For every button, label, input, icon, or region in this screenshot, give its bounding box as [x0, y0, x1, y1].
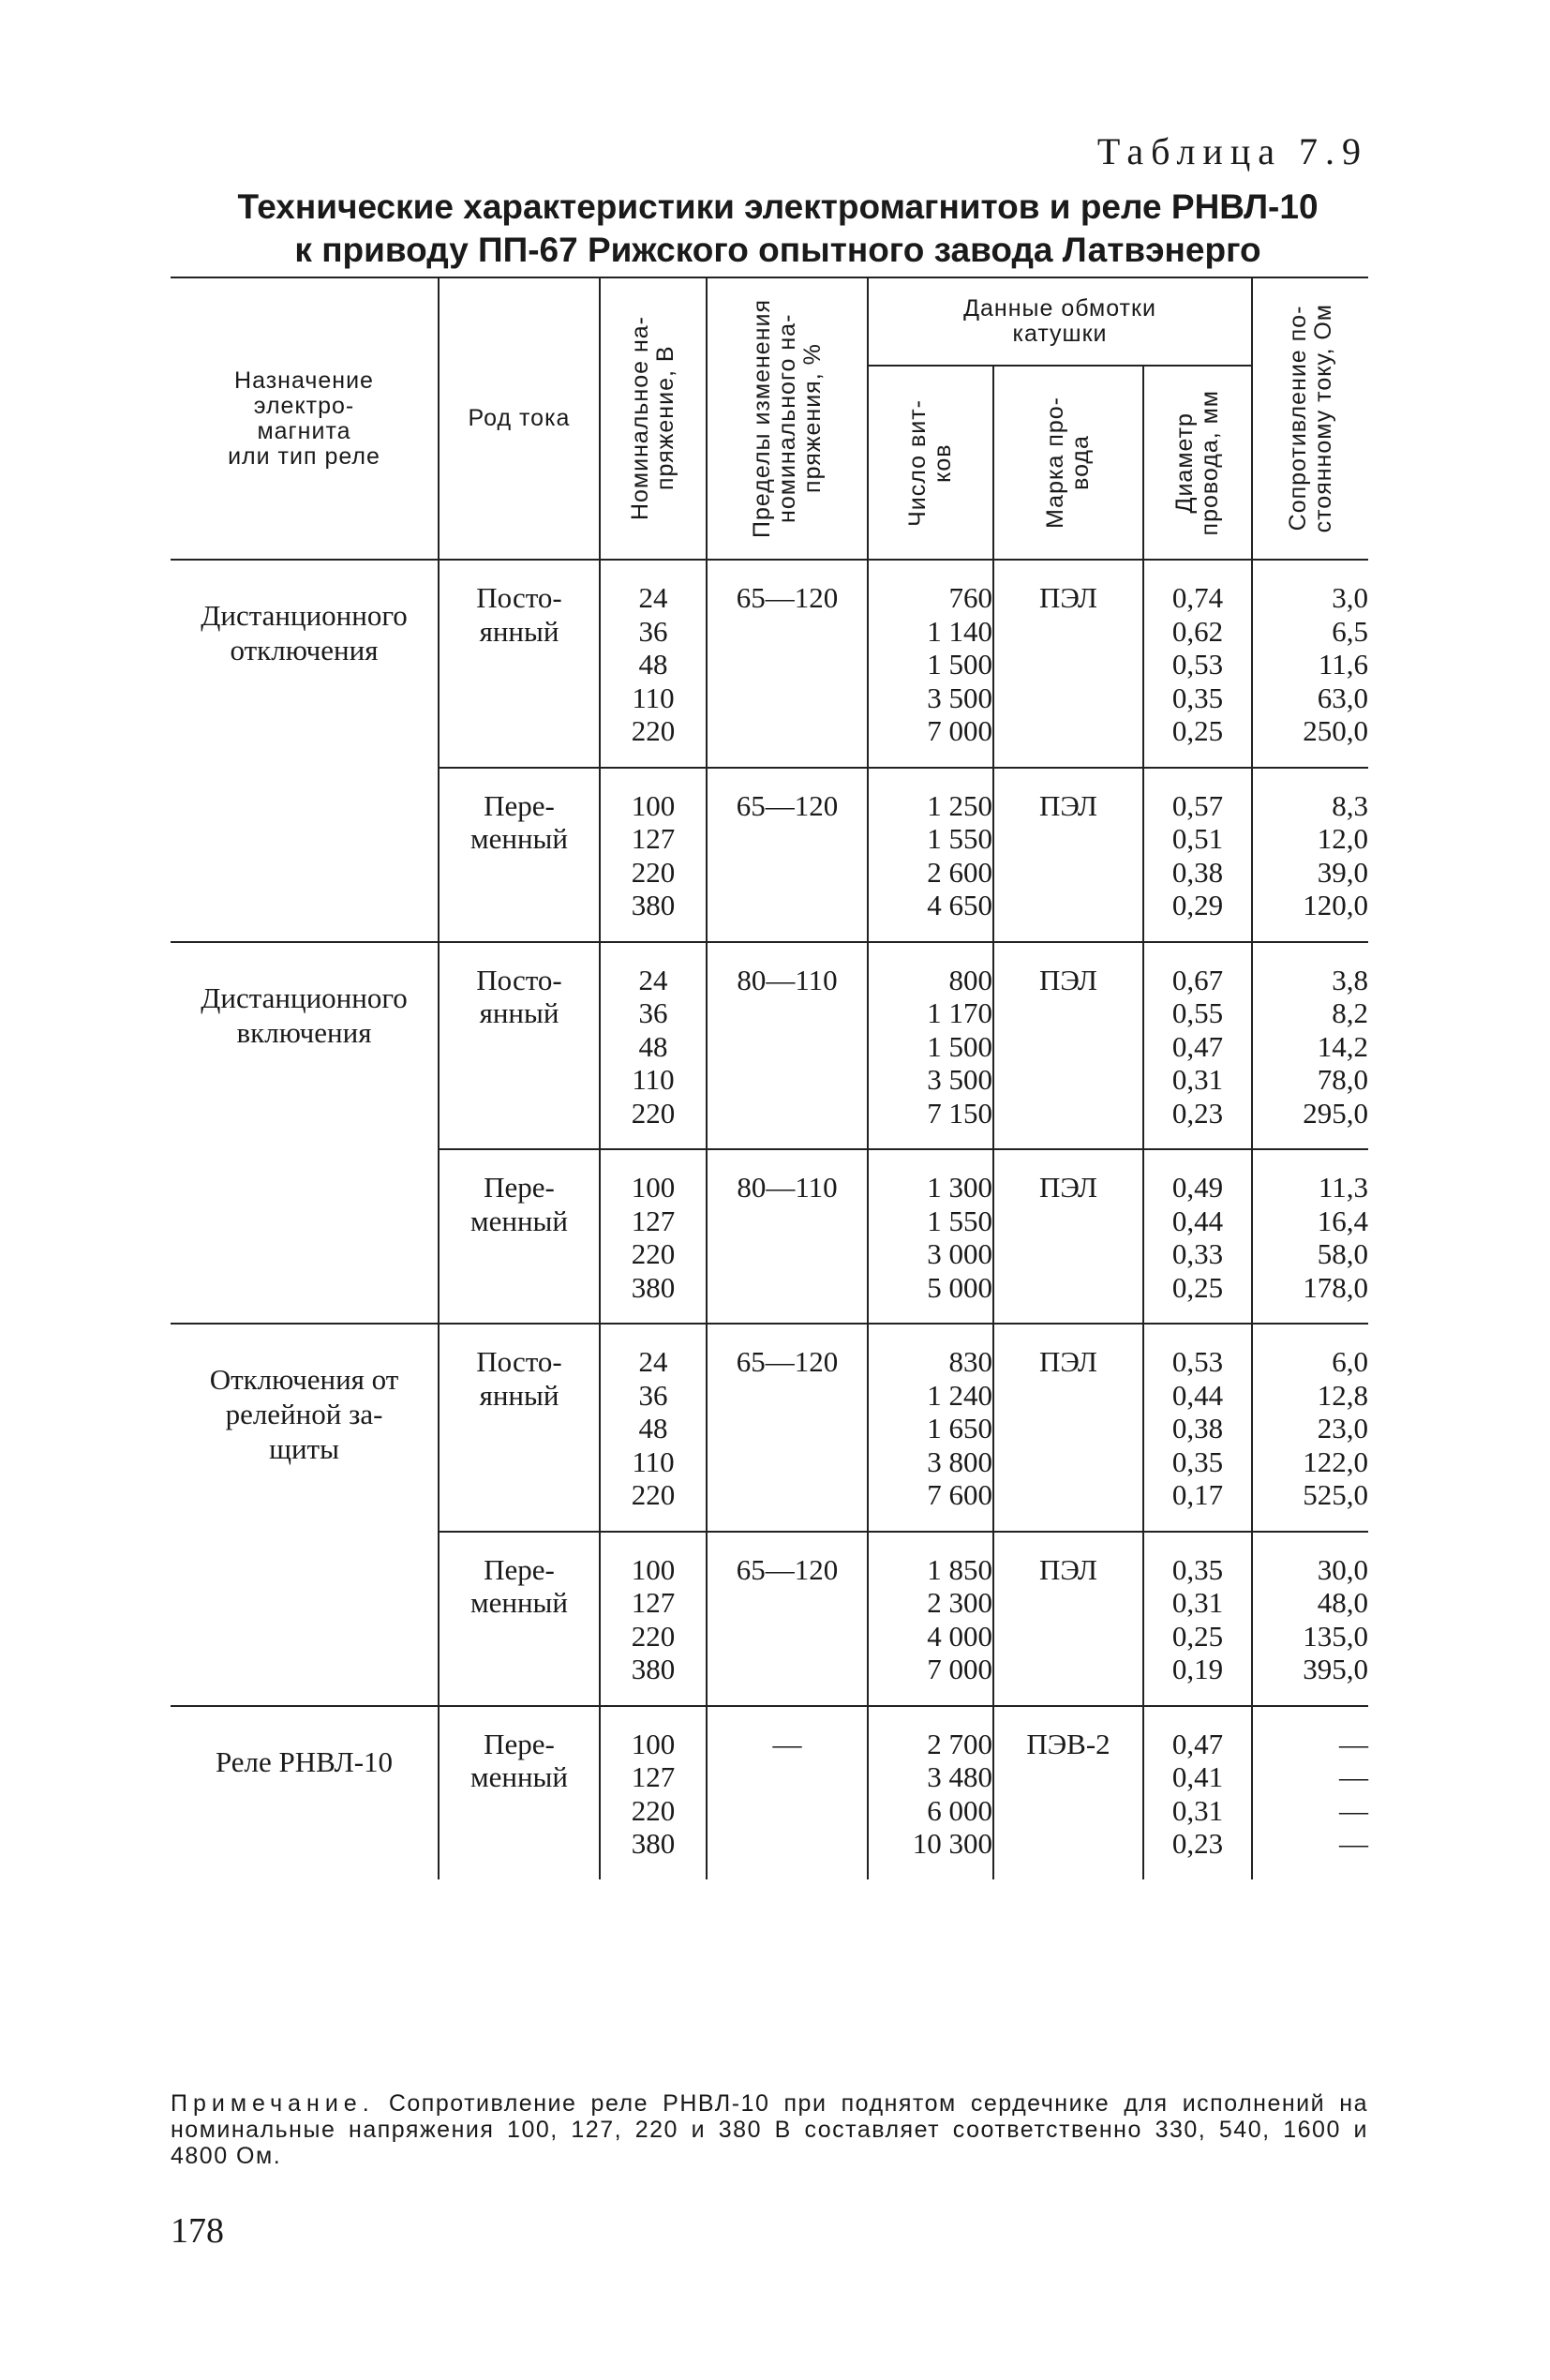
cell-resistance-value: 3,8	[1332, 963, 1368, 996]
cell-current-type: Пере- менный	[439, 1532, 600, 1706]
cell-resistance-value: —	[1339, 1727, 1368, 1760]
cell-resistance-value: 6,5	[1332, 614, 1368, 648]
page-number: 178	[171, 2211, 224, 2251]
title-line-1: Технические характеристики электромагнитов и реле РНВЛ-10	[237, 187, 1319, 226]
cell-turns	[868, 560, 993, 768]
cell-voltage-value: 48	[638, 1412, 668, 1444]
cell-diameter-value: 0,44	[1171, 1378, 1224, 1412]
cell-voltage-value: 110	[632, 1444, 675, 1478]
cell-turns	[868, 1532, 993, 1706]
cell-voltage-value: 48	[638, 648, 668, 681]
note-text: Сопротивление реле РНВЛ-10 при поднятом сердечнике для исполнений на номинальные напряжения 100, 127, 220 и 380 В составляет соответственно 330, 540, 1600 и 4800 Ом.	[171, 2090, 1368, 2169]
cell-resistance-value: 78,0	[1317, 1063, 1368, 1096]
cell-voltage-value: 24	[638, 963, 668, 996]
cell-wire-brand: ПЭЛ	[993, 768, 1143, 942]
cell-resistance-value: 11,3	[1318, 1171, 1368, 1204]
cell-diameter-value: 0,41	[1171, 1760, 1224, 1793]
cell-resistance	[1252, 1149, 1368, 1324]
table-row	[171, 1324, 1368, 1532]
cell-voltage-value: 100	[631, 1552, 676, 1586]
cell-diameter-value: 0,35	[1171, 681, 1224, 714]
cell-resistance-value: 30,0	[1317, 1552, 1368, 1586]
cell-purpose: Отключения от релейной за- щиты	[171, 1324, 439, 1706]
cell-turns-value: 1 300	[927, 1171, 992, 1204]
cell-turns-value: 760	[948, 581, 992, 614]
cell-diameter-value: 0,47	[1171, 1727, 1224, 1760]
header-coil-data: Данные обмотки катушки	[868, 277, 1252, 366]
cell-diameter-value: 0,23	[1171, 1827, 1224, 1860]
cell-diameter-value: 0,19	[1171, 1653, 1224, 1685]
cell-voltage-value: 100	[631, 788, 676, 822]
cell-resistance-value: 12,8	[1317, 1378, 1368, 1412]
cell-resistance-value: 6,0	[1332, 1345, 1368, 1378]
cell-voltage-value: 36	[638, 1378, 668, 1412]
cell-resistance-value: —	[1339, 1760, 1368, 1793]
cell-diameter-value: 0,53	[1171, 1345, 1224, 1378]
cell-diameter-value: 0,17	[1171, 1478, 1224, 1511]
cell-voltage	[600, 942, 707, 1150]
cell-resistance	[1252, 1324, 1368, 1532]
cell-resistance-value: 11,6	[1318, 648, 1368, 681]
cell-diameter-value: 0,74	[1171, 581, 1224, 614]
cell-diameter-value: 0,49	[1171, 1171, 1224, 1204]
cell-wire-brand: ПЭВ-2	[993, 1706, 1143, 1879]
table-title	[206, 186, 1349, 272]
note-label: Примечание.	[171, 2090, 375, 2117]
cell-diameter-value: 0,25	[1171, 714, 1224, 747]
cell-voltage-value: 380	[631, 889, 676, 921]
cell-turns	[868, 942, 993, 1150]
cell-turns-value: 2 300	[927, 1586, 992, 1619]
cell-diameter-value: 0,44	[1171, 1204, 1224, 1237]
cell-voltage	[600, 1532, 707, 1706]
cell-voltage	[600, 560, 707, 768]
table-row	[171, 942, 1368, 1150]
cell-diameter-value: 0,25	[1171, 1619, 1224, 1653]
cell-wire-brand: ПЭЛ	[993, 1532, 1143, 1706]
cell-resistance-value: 58,0	[1317, 1237, 1368, 1270]
cell-voltage-value: 110	[632, 681, 675, 714]
cell-resistance	[1252, 768, 1368, 942]
cell-resistance-value: 39,0	[1317, 855, 1368, 889]
cell-limits: 65—120	[707, 768, 868, 942]
cell-resistance-value: 63,0	[1317, 681, 1368, 714]
cell-turns-value: 830	[948, 1345, 992, 1378]
cell-resistance-value: 8,2	[1332, 996, 1368, 1029]
cell-diameter	[1143, 1532, 1252, 1706]
cell-turns-value: 1 250	[927, 788, 992, 822]
cell-diameter-value: 0,35	[1171, 1552, 1224, 1586]
cell-turns-value: 800	[948, 963, 992, 996]
cell-wire-brand: ПЭЛ	[993, 560, 1143, 768]
cell-turns-value: 7 000	[927, 714, 992, 747]
cell-turns-value: 1 850	[927, 1552, 992, 1586]
table-row	[171, 560, 1368, 768]
cell-wire-brand: ПЭЛ	[993, 1149, 1143, 1324]
header-wire-brand: Марка про- вода	[993, 366, 1143, 560]
cell-turns-value: 2 600	[927, 855, 992, 889]
cell-voltage-value: 127	[631, 1760, 676, 1793]
header-voltage-limits: Пределы изменения номинального на- пряжения, %	[707, 277, 868, 560]
table-number: Таблица 7.9	[1096, 130, 1368, 172]
cell-resistance-value: 14,2	[1317, 1029, 1368, 1063]
cell-turns	[868, 1324, 993, 1532]
cell-current-type: Посто- янный	[439, 942, 600, 1150]
cell-diameter-value: 0,29	[1171, 889, 1224, 921]
cell-diameter-value: 0,31	[1171, 1063, 1224, 1096]
table-body	[171, 560, 1368, 1879]
cell-resistance-value: 8,3	[1332, 788, 1368, 822]
cell-purpose: Дистанционного отключения	[171, 560, 439, 942]
cell-diameter-value: 0,47	[1171, 1029, 1224, 1063]
cell-diameter-value: 0,38	[1171, 1412, 1224, 1444]
cell-resistance-value: —	[1339, 1793, 1368, 1827]
cell-current-type: Посто- янный	[439, 560, 600, 768]
cell-turns-value: 1 140	[927, 614, 992, 648]
characteristics-table	[171, 277, 1368, 1879]
header-resistance: Сопротивление по- стоянному току, Ом	[1252, 277, 1368, 560]
cell-diameter	[1143, 1706, 1252, 1879]
cell-turns-value: 7 600	[927, 1478, 992, 1511]
title-line-2: к приводу ПП-67 Рижского опытного завода Латвэнерго	[294, 231, 1261, 269]
cell-turns-value: 2 700	[927, 1727, 992, 1760]
cell-voltage-value: 220	[631, 1478, 676, 1511]
cell-resistance-value: 23,0	[1317, 1412, 1368, 1444]
cell-turns-value: 1 240	[927, 1378, 992, 1412]
cell-voltage-value: 36	[638, 614, 668, 648]
cell-voltage-value: 110	[632, 1063, 675, 1096]
cell-resistance-value: 16,4	[1317, 1204, 1368, 1237]
cell-voltage-value: 220	[631, 1096, 676, 1130]
cell-voltage-value: 24	[638, 1345, 668, 1378]
cell-voltage-value: 100	[631, 1727, 676, 1760]
cell-diameter	[1143, 560, 1252, 768]
cell-diameter-value: 0,33	[1171, 1237, 1224, 1270]
cell-limits: 65—120	[707, 560, 868, 768]
cell-current-type: Пере- менный	[439, 1706, 600, 1879]
cell-voltage-value: 220	[631, 855, 676, 889]
cell-resistance-value: 48,0	[1317, 1586, 1368, 1619]
cell-diameter-value: 0,51	[1171, 822, 1224, 855]
cell-turns-value: 3 480	[927, 1760, 992, 1793]
cell-turns-value: 10 300	[912, 1827, 992, 1860]
cell-diameter-value: 0,31	[1171, 1586, 1224, 1619]
cell-diameter-value: 0,53	[1171, 648, 1224, 681]
cell-turns-value: 1 170	[927, 996, 992, 1029]
cell-turns-value: 1 550	[927, 1204, 992, 1237]
cell-limits: 80—110	[707, 1149, 868, 1324]
cell-diameter	[1143, 1324, 1252, 1532]
cell-turns	[868, 1149, 993, 1324]
cell-current-type: Посто- янный	[439, 1324, 600, 1532]
cell-turns-value: 3 500	[927, 1063, 992, 1096]
cell-diameter	[1143, 1149, 1252, 1324]
cell-voltage-value: 220	[631, 1793, 676, 1827]
cell-resistance	[1252, 1532, 1368, 1706]
cell-resistance	[1252, 560, 1368, 768]
cell-voltage-value: 100	[631, 1171, 676, 1204]
cell-voltage-value: 220	[631, 714, 676, 747]
cell-voltage	[600, 1706, 707, 1879]
cell-voltage-value: 220	[631, 1619, 676, 1653]
footnote	[171, 2090, 1368, 2169]
cell-current-type: Пере- менный	[439, 768, 600, 942]
cell-diameter	[1143, 768, 1252, 942]
cell-turns-value: 6 000	[927, 1793, 992, 1827]
cell-voltage-value: 127	[631, 822, 676, 855]
cell-wire-brand: ПЭЛ	[993, 942, 1143, 1150]
cell-purpose: Реле РНВЛ-10	[171, 1706, 439, 1879]
cell-voltage	[600, 1149, 707, 1324]
cell-voltage	[600, 1324, 707, 1532]
cell-resistance-value: 12,0	[1317, 822, 1368, 855]
cell-limits: —	[707, 1706, 868, 1879]
cell-turns-value: 1 500	[927, 648, 992, 681]
cell-purpose: Дистанционного включения	[171, 942, 439, 1325]
header-purpose: Назначение электро- магнита или тип реле	[171, 277, 439, 560]
cell-voltage-value: 48	[638, 1029, 668, 1063]
cell-wire-brand: ПЭЛ	[993, 1324, 1143, 1532]
cell-turns-value: 7 000	[927, 1653, 992, 1685]
cell-resistance-value: 3,0	[1332, 581, 1368, 614]
cell-resistance-value: —	[1339, 1827, 1368, 1860]
cell-turns-value: 7 150	[927, 1096, 992, 1130]
cell-resistance-value: 178,0	[1303, 1270, 1368, 1304]
cell-turns-value: 4 650	[927, 889, 992, 921]
cell-voltage-value: 220	[631, 1237, 676, 1270]
cell-turns-value: 1 650	[927, 1412, 992, 1444]
cell-resistance	[1252, 1706, 1368, 1879]
cell-diameter-value: 0,67	[1171, 963, 1224, 996]
cell-resistance	[1252, 942, 1368, 1150]
cell-limits: 65—120	[707, 1324, 868, 1532]
cell-voltage-value: 380	[631, 1827, 676, 1860]
cell-voltage-value: 380	[631, 1653, 676, 1685]
cell-resistance-value: 525,0	[1303, 1478, 1368, 1511]
cell-diameter	[1143, 942, 1252, 1150]
cell-turns-value: 4 000	[927, 1619, 992, 1653]
cell-limits: 65—120	[707, 1532, 868, 1706]
cell-diameter-value: 0,31	[1171, 1793, 1224, 1827]
cell-diameter-value: 0,57	[1171, 788, 1224, 822]
table-row	[171, 1706, 1368, 1879]
cell-diameter-value: 0,25	[1171, 1270, 1224, 1304]
cell-resistance-value: 120,0	[1303, 889, 1368, 921]
cell-resistance-value: 295,0	[1303, 1096, 1368, 1130]
cell-turns-value: 3 000	[927, 1237, 992, 1270]
cell-turns-value: 1 550	[927, 822, 992, 855]
cell-voltage-value: 24	[638, 581, 668, 614]
cell-turns-value: 3 500	[927, 681, 992, 714]
cell-voltage-value: 127	[631, 1204, 676, 1237]
cell-turns	[868, 1706, 993, 1879]
cell-diameter-value: 0,62	[1171, 614, 1224, 648]
cell-voltage-value: 380	[631, 1270, 676, 1304]
cell-resistance-value: 250,0	[1303, 714, 1368, 747]
cell-limits: 80—110	[707, 942, 868, 1150]
cell-turns	[868, 768, 993, 942]
cell-diameter-value: 0,38	[1171, 855, 1224, 889]
header-current-type: Род тока	[439, 277, 600, 560]
cell-voltage-value: 36	[638, 996, 668, 1029]
header-turns: Число вит- ков	[868, 366, 993, 560]
cell-turns-value: 1 500	[927, 1029, 992, 1063]
cell-turns-value: 5 000	[927, 1270, 992, 1304]
cell-resistance-value: 395,0	[1303, 1653, 1368, 1685]
cell-diameter-value: 0,35	[1171, 1444, 1224, 1478]
cell-voltage-value: 127	[631, 1586, 676, 1619]
cell-resistance-value: 135,0	[1303, 1619, 1368, 1653]
header-wire-diameter: Диаметр провода, мм	[1143, 366, 1252, 560]
cell-diameter-value: 0,55	[1171, 996, 1224, 1029]
cell-diameter-value: 0,23	[1171, 1096, 1224, 1130]
cell-turns-value: 3 800	[927, 1444, 992, 1478]
cell-current-type: Пере- менный	[439, 1149, 600, 1324]
cell-resistance-value: 122,0	[1303, 1444, 1368, 1478]
header-voltage: Номинальное на- пряжение, В	[600, 277, 707, 560]
cell-voltage	[600, 768, 707, 942]
